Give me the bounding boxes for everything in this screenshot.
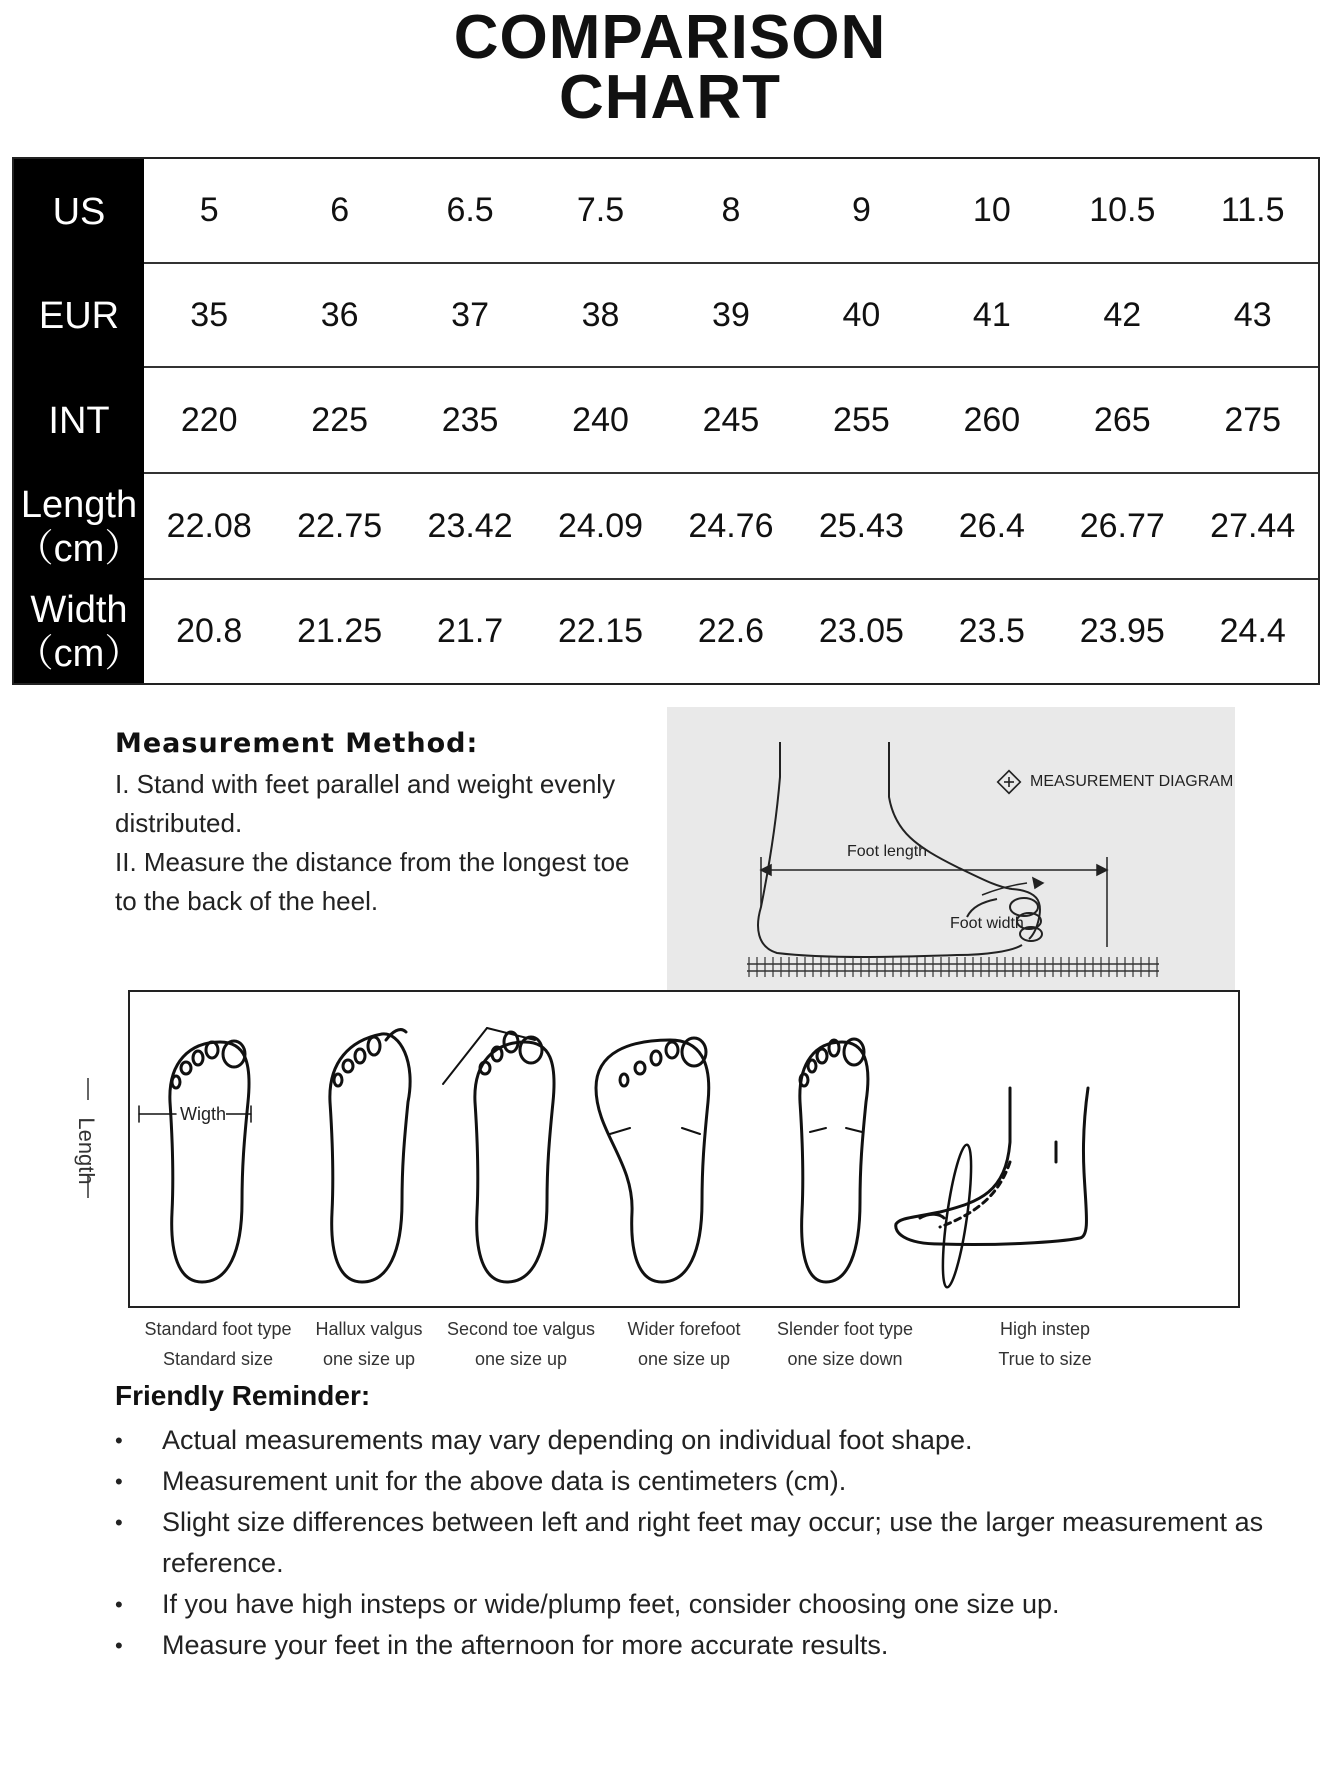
bullet: •	[115, 1428, 123, 1453]
table-cell: 26.77	[1079, 506, 1165, 545]
row-header	[14, 474, 144, 580]
reminder-text: Measurement unit for the above data is centimeters (cm).	[162, 1466, 847, 1496]
table-cell: 20.8	[176, 612, 243, 650]
table-cell: 6	[330, 191, 350, 229]
title-line-2: CHART	[559, 63, 781, 132]
table-cell: 265	[1093, 400, 1151, 439]
table-cell: 22.15	[557, 612, 644, 650]
table-cell: 275	[1224, 400, 1282, 439]
foot-type-advice: True to size	[998, 1349, 1092, 1369]
row-header	[14, 159, 144, 264]
foot-type-advice: one size down	[787, 1349, 903, 1369]
page-title	[0, 3, 1340, 132]
length-label-text: Length	[74, 1117, 99, 1185]
reminder-text: If you have high insteps or wide/plump feet, consider choosing one size up.	[162, 1589, 1060, 1619]
table-cell: 9	[851, 191, 871, 229]
table-cell: 22.6	[697, 612, 765, 650]
table-cell: 5	[199, 191, 219, 229]
table-cell: 22.75	[297, 506, 383, 545]
table-cell: 27.44	[1210, 506, 1296, 545]
table-cell: 8	[721, 191, 741, 229]
table-cell: 43	[1233, 295, 1272, 334]
standard-foot-icon	[170, 1041, 249, 1282]
measurement-diagram	[667, 707, 1235, 992]
table-cell: 24.76	[688, 506, 774, 545]
diagram-title: MEASUREMENT DIAGRAM	[1030, 773, 1234, 790]
row-header	[14, 580, 144, 683]
foot-type-labels	[128, 1314, 1240, 1374]
list-item	[115, 1502, 1295, 1584]
foot-type-name: Second toe valgus	[446, 1319, 596, 1339]
row-label: US	[52, 190, 106, 233]
width-label: Wigth	[180, 1104, 227, 1124]
list-item	[115, 1420, 1295, 1461]
method-heading: Measurement Method:	[115, 728, 479, 759]
row-cells	[144, 474, 1318, 580]
table-cell: 11.5	[1220, 191, 1285, 229]
bullet: •	[115, 1469, 123, 1494]
reminder-heading: Friendly Reminder:	[115, 1380, 371, 1411]
table-cell: 21.7	[437, 612, 504, 650]
table-cell: 10.5	[1089, 191, 1156, 229]
table-cell: 7.5	[576, 191, 625, 229]
table-cell: 37	[451, 295, 489, 334]
table-cell: 41	[972, 295, 1011, 334]
foot-types-panel	[128, 990, 1240, 1308]
size-row-us	[14, 159, 1318, 264]
table-cell: 255	[833, 400, 890, 439]
table-cell: 23.5	[958, 612, 1025, 650]
row-label: Length	[20, 484, 138, 526]
size-table	[12, 157, 1320, 685]
table-cell: 22.08	[166, 506, 252, 545]
title-line-1: COMPARISON	[453, 3, 887, 72]
table-cell: 220	[180, 400, 238, 439]
table-cell: 245	[702, 400, 760, 439]
row-cells	[144, 580, 1318, 683]
foot-type-label	[750, 1314, 940, 1374]
table-cell: 40	[842, 295, 881, 334]
size-row-width	[14, 580, 1318, 683]
list-item	[115, 1625, 1295, 1666]
foot-type-name: Standard foot type	[144, 1319, 292, 1339]
length-side-label	[68, 1098, 108, 1218]
table-cell: 24.09	[557, 506, 644, 545]
row-cells	[144, 159, 1318, 264]
table-cell: 10	[972, 191, 1011, 229]
table-cell: 260	[963, 400, 1021, 439]
foot-type-label	[950, 1314, 1140, 1374]
slender-foot-icon	[800, 1039, 868, 1282]
foot-type-label	[426, 1314, 616, 1374]
reminder-text: Slight size differences between left and right feet may occur; use the larger measurement as reference.	[162, 1507, 1264, 1578]
table-cell: 225	[311, 400, 369, 439]
row-unit: （cm）	[15, 632, 143, 675]
row-cells	[144, 264, 1318, 368]
foot-type-advice: one size up	[474, 1349, 568, 1369]
table-cell: 25.43	[818, 506, 904, 545]
table-cell: 42	[1103, 295, 1142, 334]
table-cell: 23.95	[1079, 612, 1165, 650]
list-item	[115, 1584, 1295, 1625]
foot-side-illustration	[667, 707, 1235, 992]
table-cell: 26.4	[958, 506, 1025, 545]
bullet: •	[115, 1633, 123, 1658]
table-cell: 36	[320, 295, 359, 334]
foot-type-name: Hallux valgus	[315, 1319, 423, 1339]
foot-type-name: High instep	[999, 1319, 1091, 1339]
foot-length-label: Foot length	[847, 843, 928, 860]
table-cell: 35	[190, 295, 229, 334]
friendly-reminder	[115, 1380, 1295, 1666]
table-cell: 21.25	[297, 612, 383, 650]
row-label: EUR	[38, 295, 120, 337]
wider-forefoot-foot-icon	[596, 1038, 709, 1282]
hallux-valgus-foot-icon	[330, 1030, 410, 1282]
foot-type-advice: one size up	[637, 1349, 731, 1369]
foot-type-advice: one size up	[322, 1349, 416, 1369]
foot-width-label: Foot width	[950, 915, 1024, 932]
row-header	[14, 264, 144, 368]
size-row-length	[14, 474, 1318, 580]
high-instep-foot-icon	[896, 1088, 1088, 1289]
table-cell: 235	[441, 400, 499, 439]
method-step-1: I. Stand with feet parallel and weight evenly distributed.	[115, 769, 616, 838]
foot-type-advice: Standard size	[162, 1349, 274, 1369]
table-cell: 39	[712, 295, 750, 334]
foot-type-name: Slender foot type	[776, 1319, 914, 1339]
measurement-method	[115, 728, 635, 921]
table-cell: 24.4	[1219, 612, 1286, 650]
size-row-eur	[14, 264, 1318, 368]
reminder-list	[115, 1420, 1295, 1666]
row-unit: （cm）	[15, 528, 143, 570]
reminder-text: Actual measurements may vary depending on individual foot shape.	[162, 1425, 973, 1455]
method-step-2: II. Measure the distance from the longest toe to the back of the heel.	[115, 847, 630, 916]
list-item	[115, 1461, 1295, 1502]
row-label: INT	[48, 400, 110, 442]
table-cell: 23.05	[818, 612, 904, 650]
table-cell: 6.5	[446, 191, 494, 229]
reminder-text: Measure your feet in the afternoon for more accurate results.	[162, 1630, 889, 1660]
row-cells	[144, 368, 1318, 474]
table-cell: 240	[572, 400, 629, 439]
size-row-int	[14, 368, 1318, 474]
foot-types-illustration	[130, 992, 1242, 1310]
row-header	[14, 368, 144, 474]
second-toe-valgus-foot-icon	[443, 1028, 554, 1282]
row-label: Width	[30, 588, 128, 631]
bullet: •	[115, 1592, 123, 1617]
table-cell: 23.42	[427, 506, 513, 545]
foot-type-name: Wider forefoot	[627, 1319, 741, 1339]
bullet: •	[115, 1510, 123, 1535]
table-cell: 38	[581, 295, 620, 334]
